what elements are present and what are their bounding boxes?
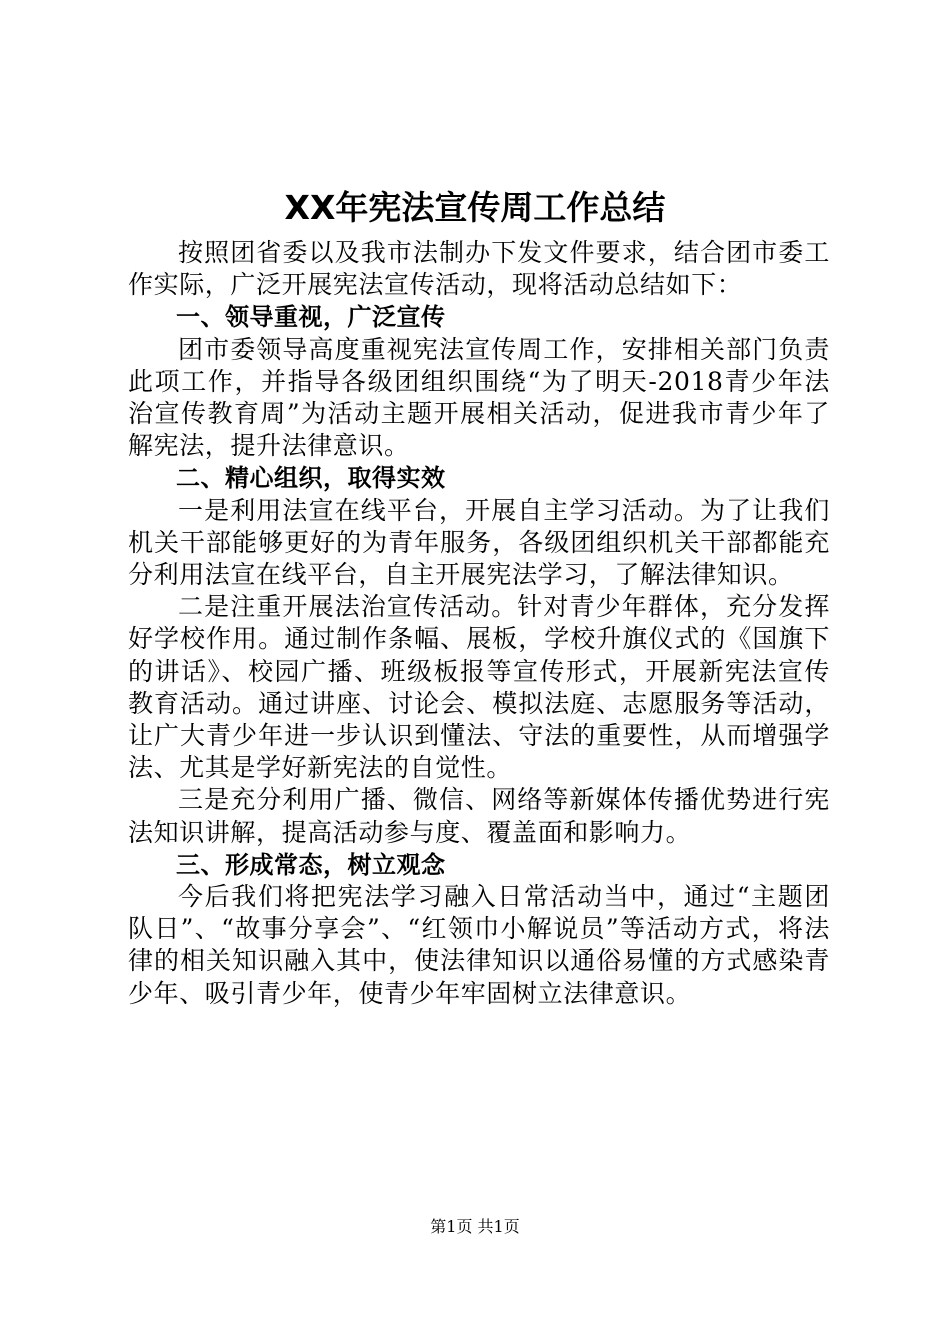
document-body (128, 237, 830, 1010)
section-3-paragraph-1: 今后我们将把宪法学习融入日常活动当中，通过“主题团队日”、“故事分享会”、“红领巾小解说员”等活动方式，将法律的相关知识融入其中，使法律知识以通俗易懂的方式感染青少年、吸引青少年，使青少年牢固树立法律意识。 (128, 882, 830, 1008)
section-heading-2: 二、精心组织，取得实效 (176, 464, 446, 493)
intro-paragraph: 按照团省委以及我市法制办下发文件要求，结合团市委工作实际，广泛开展宪法宣传活动，现将活动总结如下： (128, 238, 830, 300)
section-2-paragraph-1: 一是利用法宣在线平台，开展自主学习活动。为了让我们机关干部能够更好的为青年服务，各级团组织机关干部都能充分利用法宣在线平台，自主开展宪法学习，了解法律知识。 (128, 495, 830, 590)
page-number-footer: 第1页 共1页 (430, 1217, 520, 1236)
document-title: XX年宪法宣传周工作总结 (284, 188, 666, 227)
section-1-paragraph-1: 团市委领导高度重视宪法宣传周工作，安排相关部门负责此项工作，并指导各级团组织围绕“为了明天-2018青少年法治宣传教育周”为活动主题开展相关活动，促进我市青少年了解宪法，提升法律意识。 (128, 334, 830, 461)
section-heading-1: 一、领导重视，广泛宣传 (176, 303, 446, 332)
section-2-paragraph-3: 三是充分利用广播、微信、网络等新媒体传播优势进行宪法知识讲解，提高活动参与度、覆盖面和影响力。 (128, 785, 830, 847)
section-heading-3: 三、形成常态，树立观念 (176, 850, 446, 879)
section-2-paragraph-2: 二是注重开展法治宣传活动。针对青少年群体，充分发挥好学校作用。通过制作条幅、展板，学校升旗仪式的《国旗下的讲话》、校园广播、班级板报等宣传形式，开展新宪法宣传教育活动。通过讲座、讨论会、模拟法庭、志愿服务等活动，让广大青少年进一步认识到懂法、守法的重要性，从而增强学法、尤其是学好新宪法的自觉性。 (128, 592, 830, 783)
